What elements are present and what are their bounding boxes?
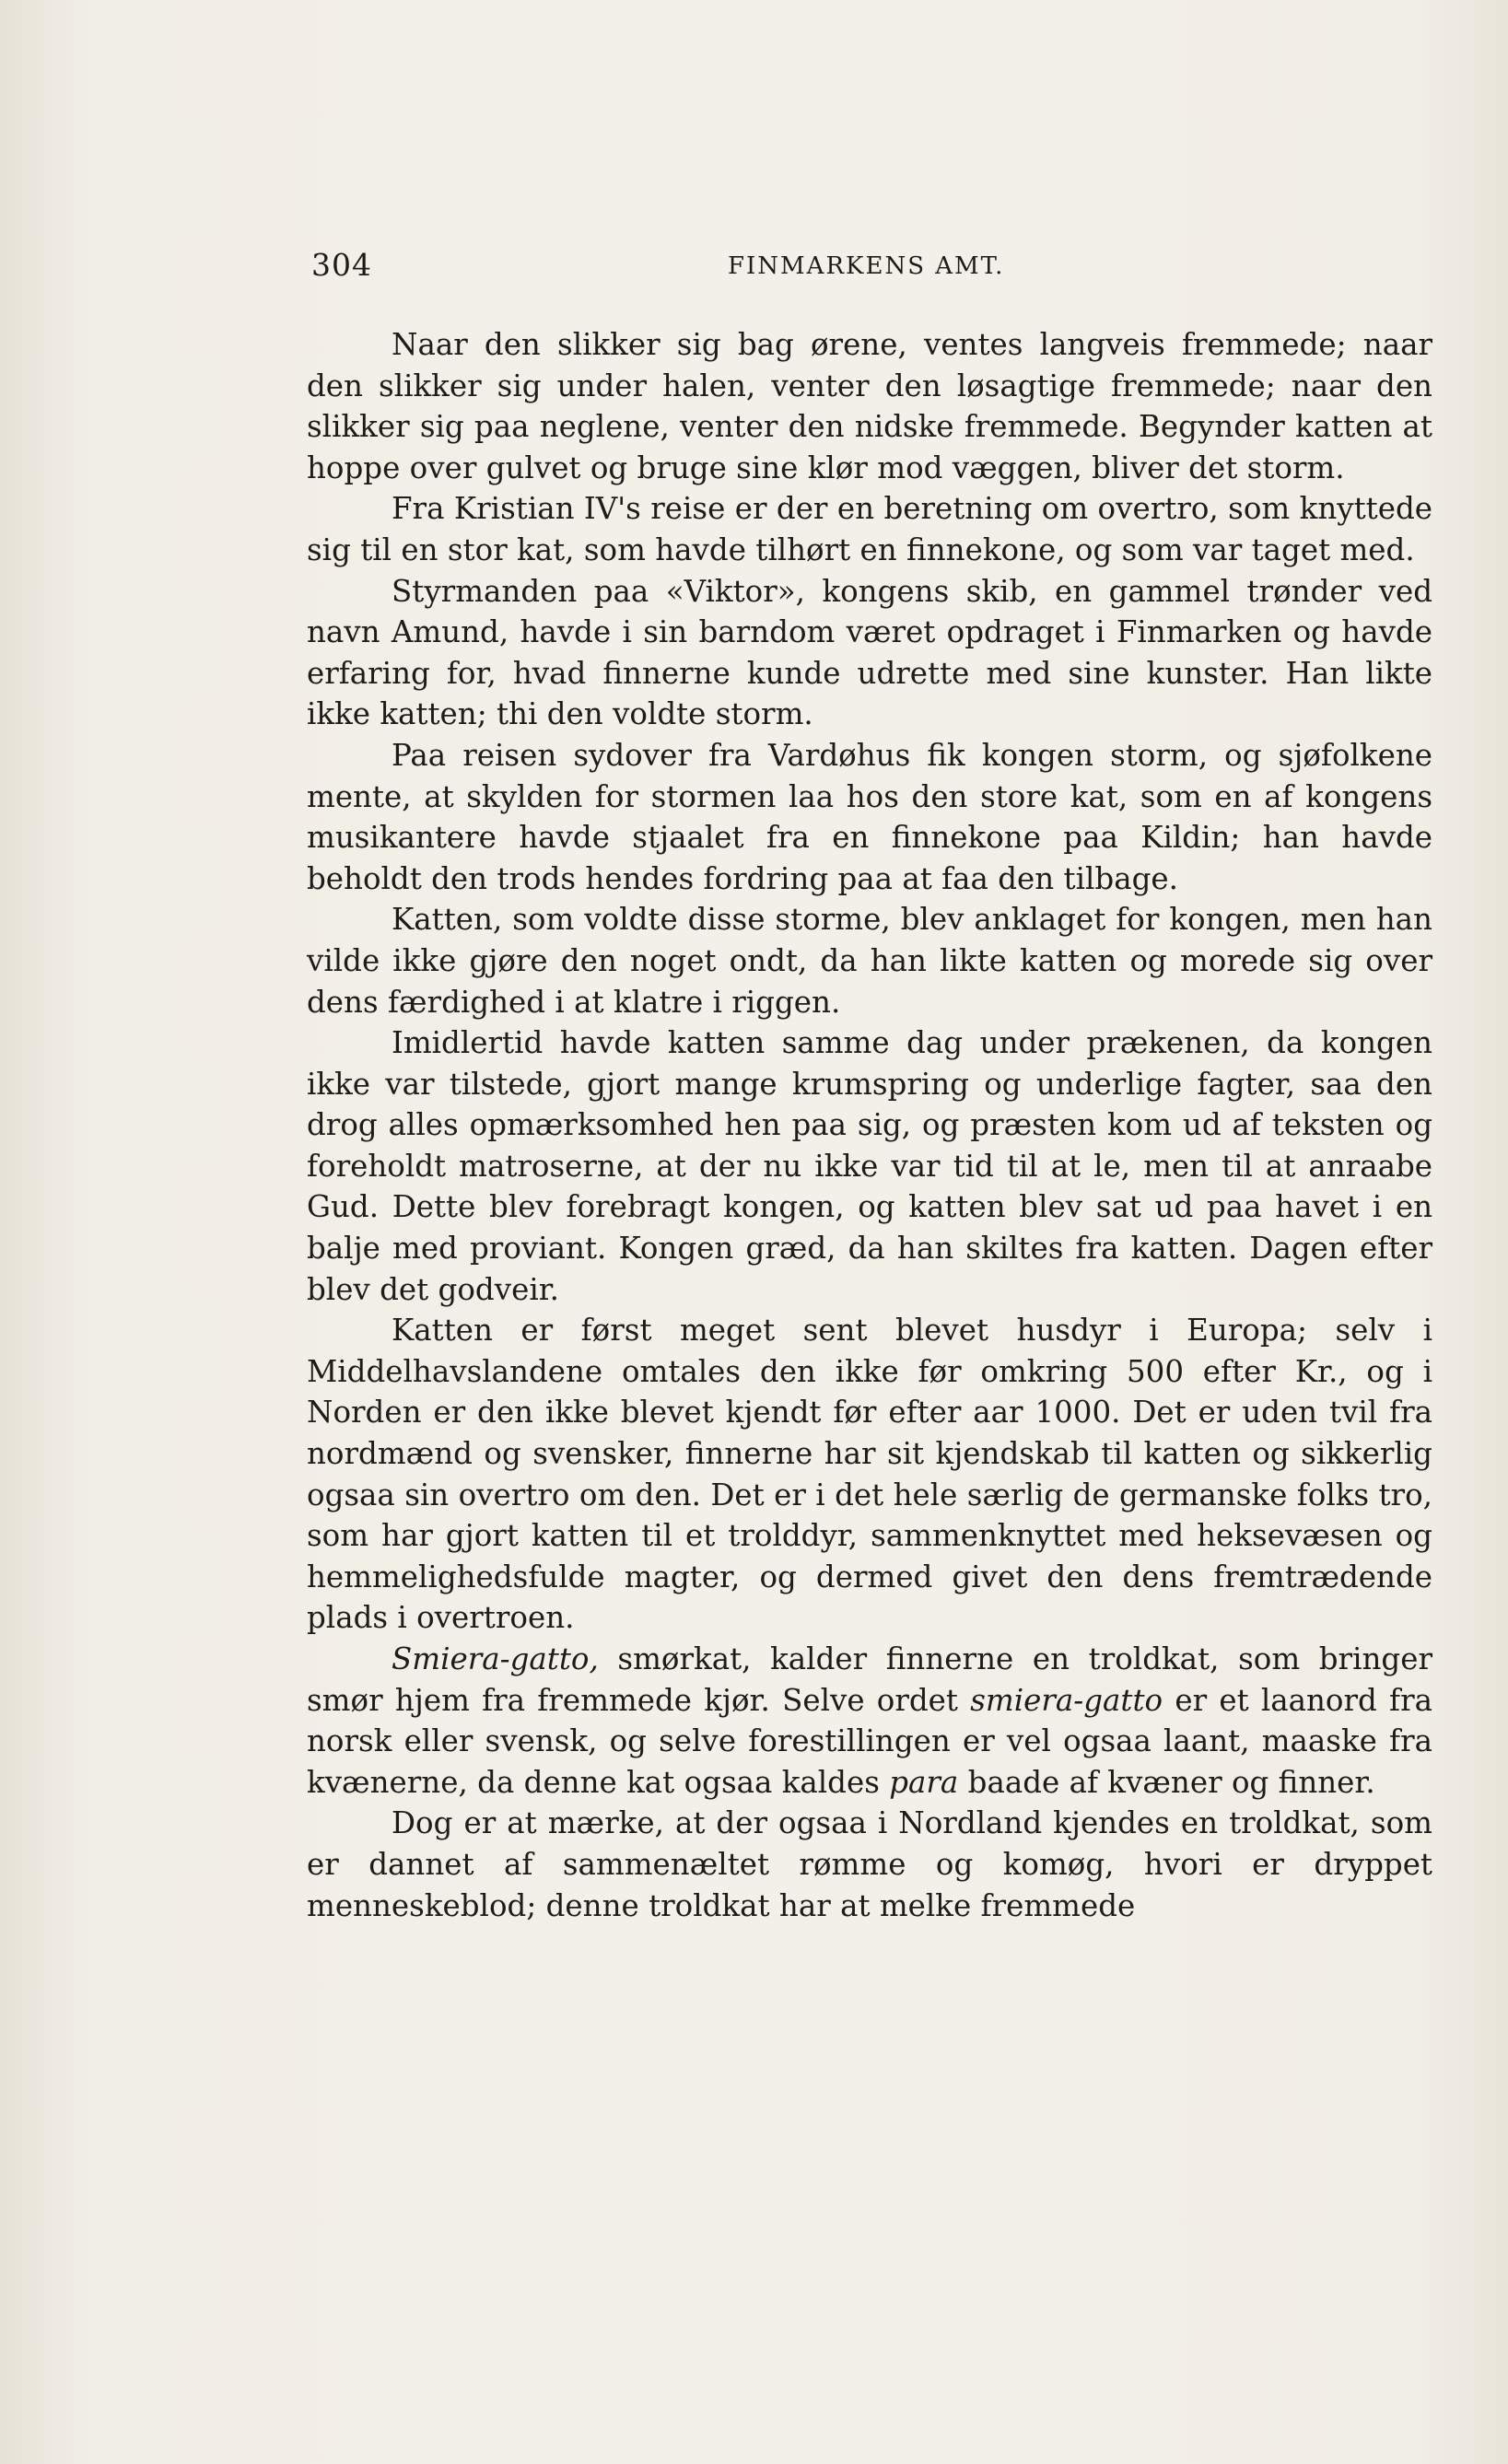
page-header (311, 247, 1435, 293)
italic-term: Smiera-gatto, (392, 1641, 599, 1676)
paragraph: Fra Kristian IV's reise er der en beretning om overtro, som knyttede sig til en stor kat, som havde tilhørt en finnekone, og som var taget med. (307, 491, 1432, 567)
body-text (307, 324, 1432, 1926)
page-number: 304 (311, 247, 372, 283)
paragraph: Katten, som voldte disse storme, blev anklaget for kongen, men han vilde ikke gjøre den noget ondt, da han likte katten og morede sig over dens færdighed i at klatre i riggen. (307, 902, 1432, 1020)
paragraph-text: er et laanord fra norsk eller svensk, og selve forestillingen er vel ogsaa laant, maaske fra kvænerne, da denne kat ogsaa kaldes (307, 1682, 1433, 1800)
paragraph-smiera-gatto (307, 1639, 1432, 1803)
paragraph: Styrmanden paa «Viktor», kongens skib, en gammel trønder ved navn Amund, havde i sin barndom været opdraget i Finmarken og havde erfaring for, hvad finnerne kunde udrette med sine kunster. Han likte ikke katten; thi den voldte storm. (307, 573, 1432, 732)
paragraph: Dog er at mærke, at der ogsaa i Nordland kjendes en troldkat, som er dannet af sammenæltet rømme og komøg, hvori er dryppet menneskeblod; denne troldkat har at melke fremmede (307, 1805, 1432, 1923)
paragraph: Paa reisen sydover fra Vardøhus fik kongen storm, og sjøfolkene mente, at skylden for stormen laa hos den store kat, som en af kongens musikantere havde stjaalet fra en finnekone paa Kildin; han havde beholdt den trods hendes fordring paa at faa den tilbage. (307, 737, 1432, 896)
paragraph-text: smørkat, kalder finnerne en troldkat, som bringer smør hjem fra fremmede kjør. Selve ordet (307, 1641, 1432, 1718)
paragraph: Imidlertid havde katten samme dag under prækenen, da kongen ikke var tilstede, gjort mange krumspring og underlige fagter, saa den drog alles opmærksomhed hen paa sig, og præsten kom ud af teksten og foreholdt matroserne, at der nu ikke var tid til at le, men til at anraabe Gud. Dette blev forebragt kongen, og katten blev sat ud paa havet i en balje med proviant. Kongen græd, da han skiltes fra katten. Dagen efter blev det godveir. (307, 1025, 1432, 1307)
paragraph: Katten er først meget sent blevet husdyr i Europa; selv i Middelhavslandene omtales den ikke før omkring 500 efter Kr., og i Norden er den ikke blevet kjendt før efter aar 1000. Det er uden tvil fra nordmænd og svensker, finnerne har sit kjendskab til katten og sikkerlig ogsaa sin overtro om den. Det er i det hele særlig de germanske folks tro, som har gjort katten til et trolddyr, sammenknyttet med heksevæsen og hemmelighedsfulde magter, og dermed givet den dens fremtrædende plads i overtroen. (307, 1313, 1432, 1636)
paragraph: Naar den slikker sig bag ørene, ventes langveis fremmede; naar den slikker sig under halen, venter den løsagtige fremmede; naar den slikker sig paa neglene, venter den nidske fremmede. Begynder katten at hoppe over gulvet og bruge sine klør mod væggen, bliver det storm. (307, 327, 1432, 485)
italic-term: smiera-gatto (970, 1682, 1163, 1718)
italic-term: para (889, 1764, 959, 1800)
running-head: FINMARKENS AMT. (728, 252, 1005, 280)
paragraph-text: baade af kvæner og finner. (958, 1764, 1375, 1800)
